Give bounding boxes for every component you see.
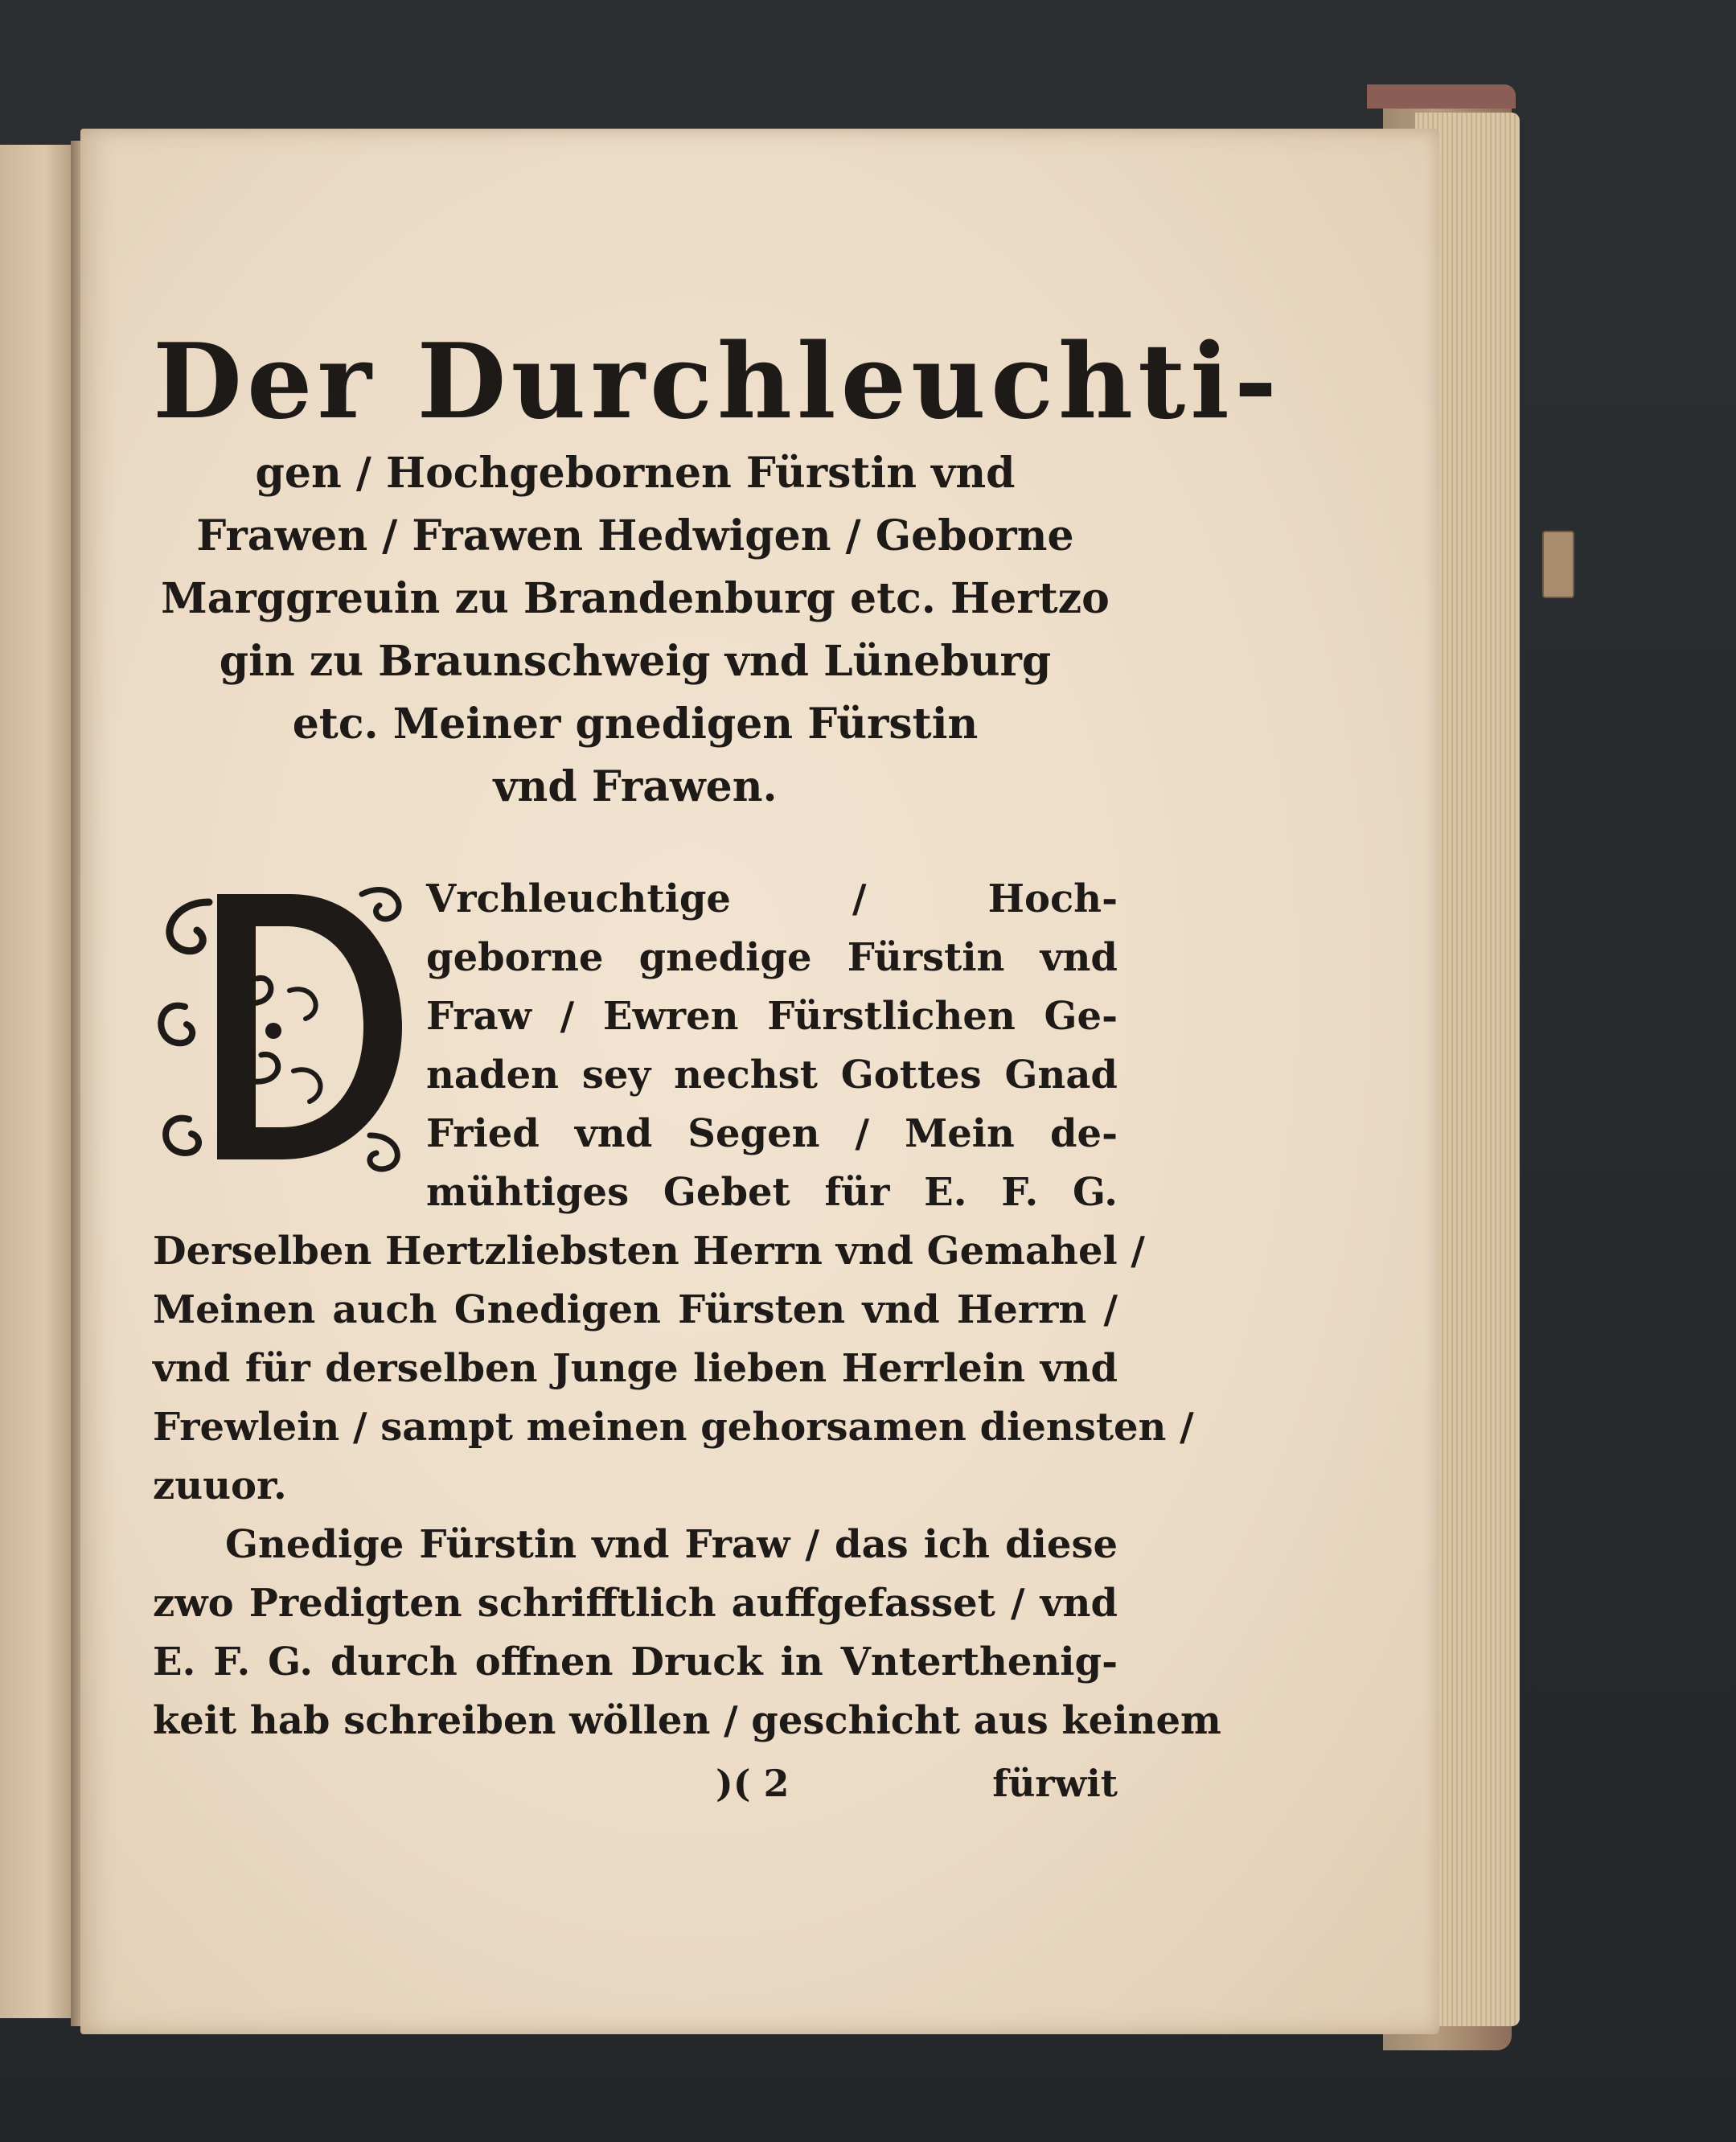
title-line: gen / Hochgebornen Fürstin vnd [255,449,1016,498]
bookmark-tab [1542,531,1574,598]
letter-opening [153,870,1118,1222]
letter-line: Derselben Hertzliebsten Herrn vnd Gemahel / [153,1229,1145,1274]
letter-line: mühtiges Gebet für E. F. G. [426,1170,1118,1215]
title-line: gin zu Braunschweig vnd Lüneburg [219,637,1052,686]
page-footer [153,1755,1118,1812]
dedication-title: Der Durchleuchti- [153,322,1282,442]
letter-line: naden sey nechst Gottes Gnad [426,1053,1118,1098]
letter-line: Fraw / Ewren Fürstlichen Ge- [426,994,1118,1039]
title-line: vnd Frawen. [493,762,778,811]
letter-line: Fried vnd Segen / Mein de- [426,1111,1118,1156]
letter-line: zuuor. [153,1463,287,1508]
letter-line: geborne gnedige Fürstin vnd [426,935,1118,980]
title-line: Marggreuin zu Brandenburg etc. Hertzo [161,574,1110,623]
catchword: fürwit [992,1762,1118,1805]
page-text [153,322,1282,1812]
title-line: etc. Meiner gnedigen Fürstin [292,700,979,749]
letter-line: Meinen auch Gnedigen Fürsten vnd Herrn / [153,1287,1118,1332]
paragraph-line: keit hab schreiben wöllen / geschicht aus keinem [153,1698,1221,1743]
left-facing-page [0,145,76,2018]
cover-edge [1367,84,1516,109]
title-line: Frawen / Frawen Hedwigen / Geborne [196,511,1074,560]
letter-line: Frewlein / sampt meinen gehorsamen diensten / [153,1405,1194,1450]
paragraph-line: E. F. G. durch offnen Druck in Vnterthenig- [153,1639,1118,1684]
paragraph-line: Gnedige Fürstin vnd Fraw / das ich diese [225,1522,1118,1567]
letter-line: vnd für derselben Junge lieben Herrlein vnd [153,1346,1118,1391]
printed-page [80,129,1439,2034]
letter-line: Vrchleuchtige / Hoch- [426,876,1118,921]
signature-mark: )( 2 [716,1762,790,1805]
paragraph-line: zwo Predigten schrifftlich auffgefasset / vnd [153,1581,1118,1626]
ornamental-initial-d-icon [153,870,410,1176]
